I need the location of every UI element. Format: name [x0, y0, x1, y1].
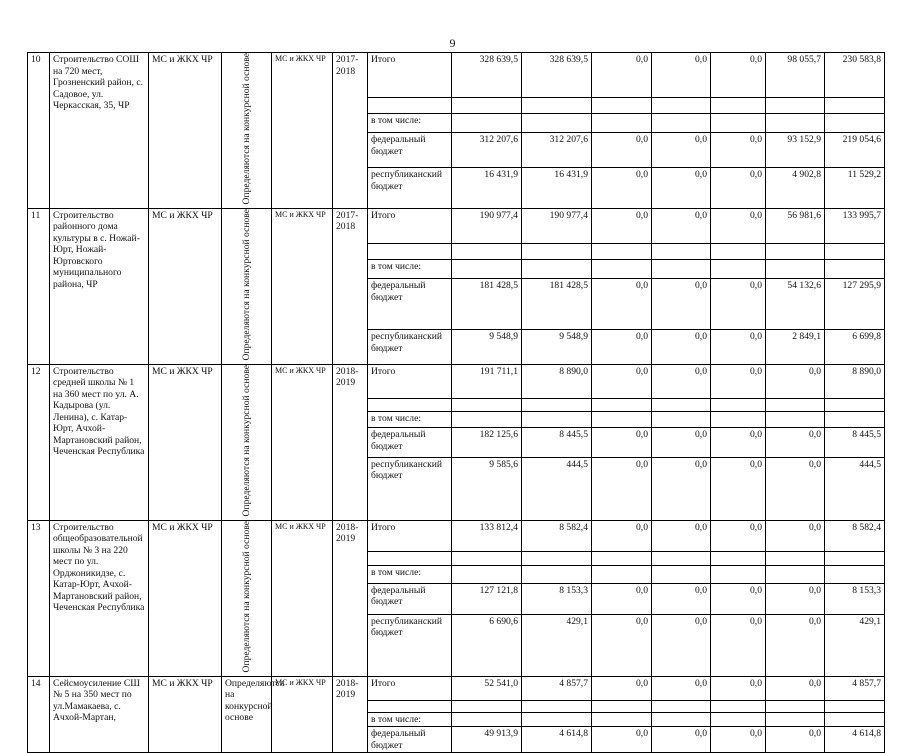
amount-cell — [522, 398, 592, 412]
recipient: МС и ЖКХ ЧР — [272, 676, 333, 753]
amount-cell: 230 583,8 — [825, 53, 885, 98]
amount-cell: 0,0 — [711, 279, 766, 330]
amount-cell — [652, 398, 711, 412]
funding-source: федеральный бюджет — [368, 279, 452, 330]
funding-source: Итого — [368, 53, 452, 98]
amount-cell — [652, 113, 711, 133]
amount-cell: 8 153,3 — [522, 583, 592, 614]
amount-cell: 0,0 — [766, 364, 825, 398]
funding-source: Итого — [368, 676, 452, 700]
funding-source: в том числе: — [368, 412, 452, 428]
recipient: МС и ЖКХ ЧР — [272, 364, 333, 520]
period: 2018-2019 — [333, 364, 368, 520]
contractor: Определяются на конкурсной основе — [225, 677, 285, 724]
object-name: Сейсмоусиление СШ № 5 на 350 мест по ул.Мамакаева, с. Ачхой-Мартан, — [50, 676, 149, 753]
table-row — [28, 364, 885, 398]
amount-cell — [452, 113, 522, 133]
amount-cell: 0,0 — [766, 457, 825, 520]
amount-cell: 0,0 — [766, 727, 825, 753]
amount-cell: 0,0 — [592, 133, 652, 168]
amount-cell: 0,0 — [652, 457, 711, 520]
amount-cell: 181 428,5 — [452, 279, 522, 330]
amount-cell: 190 977,4 — [522, 208, 592, 243]
amount-cell — [652, 566, 711, 583]
amount-cell — [766, 113, 825, 133]
contractor: Определяются на конкурсной основе — [241, 364, 252, 517]
amount-cell: 4 902,8 — [766, 168, 825, 209]
amount-cell: 0,0 — [652, 583, 711, 614]
amount-cell: 8 890,0 — [825, 364, 885, 398]
amount-cell — [711, 551, 766, 565]
funding-source: в том числе: — [368, 259, 452, 278]
recipient: МС и ЖКХ ЧР — [272, 53, 333, 209]
amount-cell: 0,0 — [592, 168, 652, 209]
amount-cell — [766, 243, 825, 259]
contractor: Определяются на конкурсной основе — [241, 208, 252, 361]
amount-cell: 312 207,6 — [522, 133, 592, 168]
amount-cell: 0,0 — [711, 364, 766, 398]
customer: МС и ЖКХ ЧР — [149, 676, 222, 753]
row-number: 12 — [28, 364, 50, 520]
amount-cell — [711, 259, 766, 278]
funding-source — [368, 97, 452, 113]
amount-cell — [452, 566, 522, 583]
funding-source — [368, 398, 452, 412]
amount-cell: 328 639,5 — [452, 53, 522, 98]
funding-source: Итого — [368, 364, 452, 398]
amount-cell: 0,0 — [766, 428, 825, 457]
amount-cell: 8 890,0 — [522, 364, 592, 398]
amount-cell — [825, 700, 885, 712]
amount-cell — [522, 97, 592, 113]
funding-source: федеральный бюджет — [368, 133, 452, 168]
amount-cell: 0,0 — [652, 279, 711, 330]
funding-source: в том числе: — [368, 712, 452, 727]
period: 2017-2018 — [333, 53, 368, 209]
amount-cell — [592, 398, 652, 412]
amount-cell: 0,0 — [711, 583, 766, 614]
table-row — [28, 676, 885, 700]
amount-cell — [766, 259, 825, 278]
amount-cell: 93 152,9 — [766, 133, 825, 168]
amount-cell: 0,0 — [652, 53, 711, 98]
amount-cell: 444,5 — [825, 457, 885, 520]
row-number: 13 — [28, 520, 50, 676]
amount-cell: 0,0 — [652, 614, 711, 676]
funding-source: республиканский бюджет — [368, 457, 452, 520]
amount-cell: 328 639,5 — [522, 53, 592, 98]
amount-cell: 0,0 — [711, 168, 766, 209]
amount-cell: 444,5 — [522, 457, 592, 520]
amount-cell — [522, 700, 592, 712]
funding-source: Итого — [368, 520, 452, 551]
amount-cell — [711, 243, 766, 259]
amount-cell: 0,0 — [711, 727, 766, 753]
amount-cell: 0,0 — [592, 428, 652, 457]
amount-cell: 0,0 — [592, 208, 652, 243]
contractor: Определяются на конкурсной основе — [241, 53, 252, 205]
amount-cell: 127 121,8 — [452, 583, 522, 614]
customer: МС и ЖКХ ЧР — [149, 208, 222, 364]
funding-source: Итого — [368, 208, 452, 243]
amount-cell — [452, 712, 522, 727]
amount-cell: 8 582,4 — [522, 520, 592, 551]
contractor: Определяются на конкурсной основе — [241, 520, 252, 673]
contractor-cell — [222, 364, 272, 520]
amount-cell — [592, 113, 652, 133]
contractor-cell — [222, 53, 272, 209]
funding-source: в том числе: — [368, 566, 452, 583]
amount-cell — [711, 113, 766, 133]
table-body — [28, 53, 885, 753]
amount-cell — [522, 566, 592, 583]
amount-cell: 6 699,8 — [825, 330, 885, 365]
amount-cell: 0,0 — [592, 583, 652, 614]
amount-cell: 8 445,5 — [522, 428, 592, 457]
object-name: Строительство районного дома культуры в с. Ножай-Юрт, Ножай-Юртовского муниципального района, ЧР — [50, 208, 149, 364]
amount-cell: 0,0 — [652, 520, 711, 551]
amount-cell — [652, 97, 711, 113]
amount-cell: 9 548,9 — [522, 330, 592, 365]
amount-cell — [766, 712, 825, 727]
amount-cell: 11 529,2 — [825, 168, 885, 209]
amount-cell: 6 690,6 — [452, 614, 522, 676]
amount-cell: 0,0 — [766, 520, 825, 551]
amount-cell — [522, 712, 592, 727]
amount-cell: 0,0 — [711, 330, 766, 365]
customer: МС и ЖКХ ЧР — [149, 364, 222, 520]
amount-cell: 0,0 — [711, 676, 766, 700]
amount-cell — [711, 566, 766, 583]
object-name: Строительство общеобразовательной школы № 3 на 220 мест по ул. Орджоникидзе, с. Катар-Юрт, Ачхой-Мартановский район, Чеченская Республика — [50, 520, 149, 676]
period: 2018-2019 — [333, 520, 368, 676]
customer: МС и ЖКХ ЧР — [149, 520, 222, 676]
amount-cell: 0,0 — [766, 676, 825, 700]
amount-cell: 9 548,9 — [452, 330, 522, 365]
amount-cell: 219 054,6 — [825, 133, 885, 168]
amount-cell: 0,0 — [652, 727, 711, 753]
amount-cell: 0,0 — [711, 428, 766, 457]
amount-cell — [452, 243, 522, 259]
amount-cell: 9 585,6 — [452, 457, 522, 520]
amount-cell: 0,0 — [592, 330, 652, 365]
recipient: МС и ЖКХ ЧР — [272, 520, 333, 676]
funding-source — [368, 551, 452, 565]
funding-source — [368, 700, 452, 712]
amount-cell — [592, 566, 652, 583]
amount-cell — [825, 566, 885, 583]
amount-cell — [711, 700, 766, 712]
amount-cell: 16 431,9 — [452, 168, 522, 209]
amount-cell: 0,0 — [592, 520, 652, 551]
amount-cell: 0,0 — [592, 279, 652, 330]
amount-cell — [522, 412, 592, 428]
funding-source: федеральный бюджет — [368, 428, 452, 457]
page-number: 9 — [449, 36, 456, 50]
budget-table — [27, 52, 885, 753]
amount-cell: 191 711,1 — [452, 364, 522, 398]
amount-cell: 0,0 — [652, 133, 711, 168]
amount-cell: 0,0 — [592, 727, 652, 753]
amount-cell: 0,0 — [711, 457, 766, 520]
amount-cell — [766, 398, 825, 412]
table-row — [28, 520, 885, 551]
amount-cell — [825, 243, 885, 259]
amount-cell: 0,0 — [652, 208, 711, 243]
amount-cell: 0,0 — [652, 168, 711, 209]
amount-cell: 8 153,3 — [825, 583, 885, 614]
funding-source: республиканский бюджет — [368, 614, 452, 676]
row-number: 11 — [28, 208, 50, 364]
amount-cell: 181 428,5 — [522, 279, 592, 330]
amount-cell — [522, 551, 592, 565]
amount-cell — [825, 712, 885, 727]
amount-cell: 98 055,7 — [766, 53, 825, 98]
period: 2017-2018 — [333, 208, 368, 364]
amount-cell — [452, 97, 522, 113]
amount-cell: 0,0 — [592, 364, 652, 398]
amount-cell — [652, 259, 711, 278]
amount-cell — [592, 259, 652, 278]
amount-cell: 52 541,0 — [452, 676, 522, 700]
amount-cell: 49 913,9 — [452, 727, 522, 753]
amount-cell: 429,1 — [522, 614, 592, 676]
amount-cell — [522, 243, 592, 259]
amount-cell: 4 614,8 — [825, 727, 885, 753]
amount-cell: 190 977,4 — [452, 208, 522, 243]
period: 2018-2019 — [333, 676, 368, 753]
amount-cell — [711, 398, 766, 412]
table-row — [28, 208, 885, 243]
amount-cell: 2 849,1 — [766, 330, 825, 365]
amount-cell: 0,0 — [711, 133, 766, 168]
amount-cell: 0,0 — [652, 676, 711, 700]
amount-cell: 56 981,6 — [766, 208, 825, 243]
amount-cell — [452, 259, 522, 278]
amount-cell — [522, 259, 592, 278]
amount-cell: 4 857,7 — [825, 676, 885, 700]
amount-cell — [825, 97, 885, 113]
amount-cell — [592, 412, 652, 428]
amount-cell: 0,0 — [766, 583, 825, 614]
amount-cell — [766, 566, 825, 583]
amount-cell — [452, 412, 522, 428]
amount-cell: 8 445,5 — [825, 428, 885, 457]
row-number: 10 — [28, 53, 50, 209]
funding-source — [368, 243, 452, 259]
funding-source: федеральный бюджет — [368, 583, 452, 614]
amount-cell — [825, 398, 885, 412]
amount-cell: 0,0 — [592, 53, 652, 98]
amount-cell — [452, 700, 522, 712]
funding-source: республиканский бюджет — [368, 168, 452, 209]
amount-cell — [652, 551, 711, 565]
amount-cell — [711, 97, 766, 113]
funding-source: в том числе: — [368, 113, 452, 133]
amount-cell: 0,0 — [652, 330, 711, 365]
amount-cell: 429,1 — [825, 614, 885, 676]
amount-cell — [766, 412, 825, 428]
amount-cell — [592, 712, 652, 727]
contractor-cell — [222, 676, 285, 753]
amount-cell — [825, 259, 885, 278]
amount-cell — [766, 551, 825, 565]
amount-cell: 54 132,6 — [766, 279, 825, 330]
amount-cell — [592, 97, 652, 113]
amount-cell: 4 614,8 — [522, 727, 592, 753]
recipient: МС и ЖКХ ЧР — [272, 208, 333, 364]
amount-cell — [592, 551, 652, 565]
table-row — [28, 53, 885, 98]
contractor-cell — [222, 208, 272, 364]
amount-cell — [452, 551, 522, 565]
object-name: Строительство средней школы № 1 на 360 мест по ул. А. Кадырова (ул. Ленина), с. Катар-Юрт, Ачхой-Мартановский район, Чеченская Республика — [50, 364, 149, 520]
amount-cell: 0,0 — [711, 208, 766, 243]
amount-cell — [825, 113, 885, 133]
amount-cell: 0,0 — [711, 520, 766, 551]
amount-cell: 0,0 — [592, 676, 652, 700]
amount-cell — [825, 412, 885, 428]
amount-cell: 8 582,4 — [825, 520, 885, 551]
amount-cell: 127 295,9 — [825, 279, 885, 330]
amount-cell — [711, 712, 766, 727]
amount-cell — [652, 712, 711, 727]
amount-cell — [766, 700, 825, 712]
amount-cell — [652, 700, 711, 712]
amount-cell: 182 125,6 — [452, 428, 522, 457]
funding-source: федеральный бюджет — [368, 727, 452, 753]
contractor-cell — [222, 520, 272, 676]
amount-cell — [522, 113, 592, 133]
amount-cell: 0,0 — [592, 457, 652, 520]
amount-cell — [825, 551, 885, 565]
amount-cell: 0,0 — [592, 614, 652, 676]
amount-cell: 0,0 — [711, 53, 766, 98]
amount-cell: 0,0 — [652, 364, 711, 398]
amount-cell — [592, 243, 652, 259]
amount-cell: 0,0 — [711, 614, 766, 676]
amount-cell: 133 995,7 — [825, 208, 885, 243]
amount-cell — [592, 700, 652, 712]
amount-cell: 133 812,4 — [452, 520, 522, 551]
funding-source: республиканский бюджет — [368, 330, 452, 365]
amount-cell: 312 207,6 — [452, 133, 522, 168]
customer: МС и ЖКХ ЧР — [149, 53, 222, 209]
amount-cell — [452, 398, 522, 412]
amount-cell — [652, 412, 711, 428]
object-name: Строительство СОШ на 720 мест, Грозненский район, с. Садовое, ул. Черкасская, 35, ЧР — [50, 53, 149, 209]
amount-cell: 16 431,9 — [522, 168, 592, 209]
amount-cell: 4 857,7 — [522, 676, 592, 700]
amount-cell — [766, 97, 825, 113]
amount-cell: 0,0 — [766, 614, 825, 676]
amount-cell — [711, 412, 766, 428]
amount-cell — [652, 243, 711, 259]
amount-cell: 0,0 — [652, 428, 711, 457]
row-number: 14 — [28, 676, 50, 753]
